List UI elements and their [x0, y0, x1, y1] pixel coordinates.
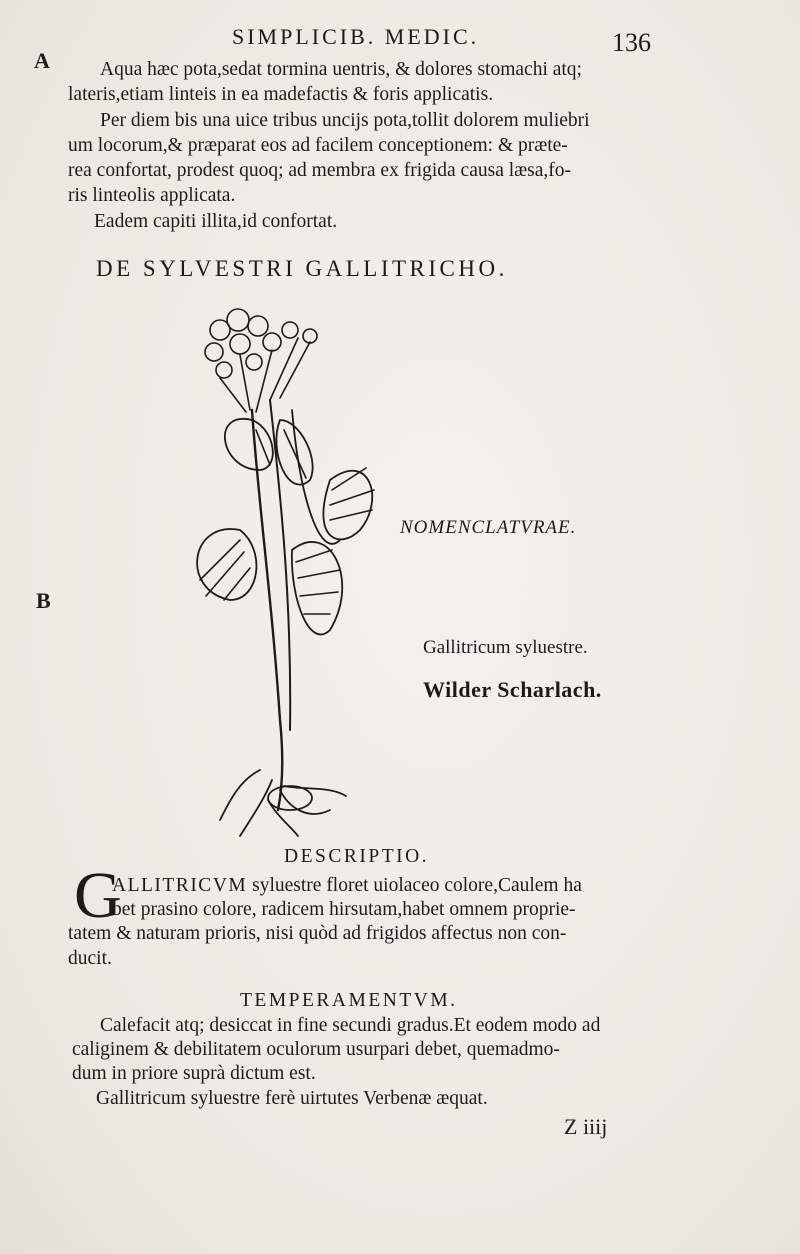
text-line: Aqua hæc pota,sedat tormina uentris, & dolores stomachi atq; [100, 59, 582, 80]
german-name: Wilder Scharlach. [423, 677, 602, 702]
text-line: Eadem capiti illita,id confortat. [94, 211, 338, 232]
section-heading-descriptio: DESCRIPTIO. [284, 846, 430, 867]
text-line: um locorum,& præparat eos ad facilem conceptionem: & præte- [68, 135, 568, 156]
plant-woodcut-illustration [180, 300, 390, 840]
text-line: ris linteolis applicata. [68, 185, 236, 206]
text-line: ducit. [68, 948, 112, 969]
text-line: dum in priore suprà dictum est. [72, 1063, 316, 1084]
text-line: rea confortat, prodest quoq; ad membra ex frigida causa læsa,fo- [68, 160, 572, 181]
margin-letter-b: B [36, 588, 51, 613]
latin-name: Gallitricum syluestre. [423, 637, 588, 658]
margin-letter-a: A [34, 48, 50, 73]
text-line: Gallitricum syluestre ferè uirtutes Verbenæ æquat. [96, 1088, 488, 1109]
text-line: tatem & naturam prioris, nisi quòd ad frigidos affectus non con- [68, 923, 567, 944]
text-line: caliginem & debilitatem oculorum usurpari debet, quemadmo- [72, 1039, 560, 1060]
text-line: Calefacit atq; desiccat in fine secundi gradus.Et eodem modo ad [100, 1015, 601, 1036]
text-line: bet prasino colore, radicem hirsutam,habet omnem proprie- [112, 899, 576, 920]
flower-cluster [205, 309, 317, 412]
chapter-heading: DE SYLVESTRI GALLITRICHO. [96, 256, 508, 281]
lead-word: ALLITRICVM [112, 875, 248, 896]
text-line-rest: syluestre floret uiolaceo colore,Caulem ha [247, 875, 582, 896]
text-line [112, 874, 582, 897]
running-header: SIMPLICIB. MEDIC. [232, 24, 480, 49]
nomenclature-heading: NOMENCLATVRAE. [400, 517, 577, 538]
text-line: Per diem bis una uice tribus uncijs pota,tollit dolorem muliebri [100, 110, 590, 131]
page-number: 136 [612, 28, 651, 57]
drop-cap: G [74, 859, 122, 932]
signature-mark: Z iiij [564, 1114, 608, 1139]
section-heading-temperamentum: TEMPERAMENTVM. [240, 990, 458, 1011]
text-line: lateris,etiam linteis in ea madefactis & foris applicatis. [68, 84, 494, 105]
